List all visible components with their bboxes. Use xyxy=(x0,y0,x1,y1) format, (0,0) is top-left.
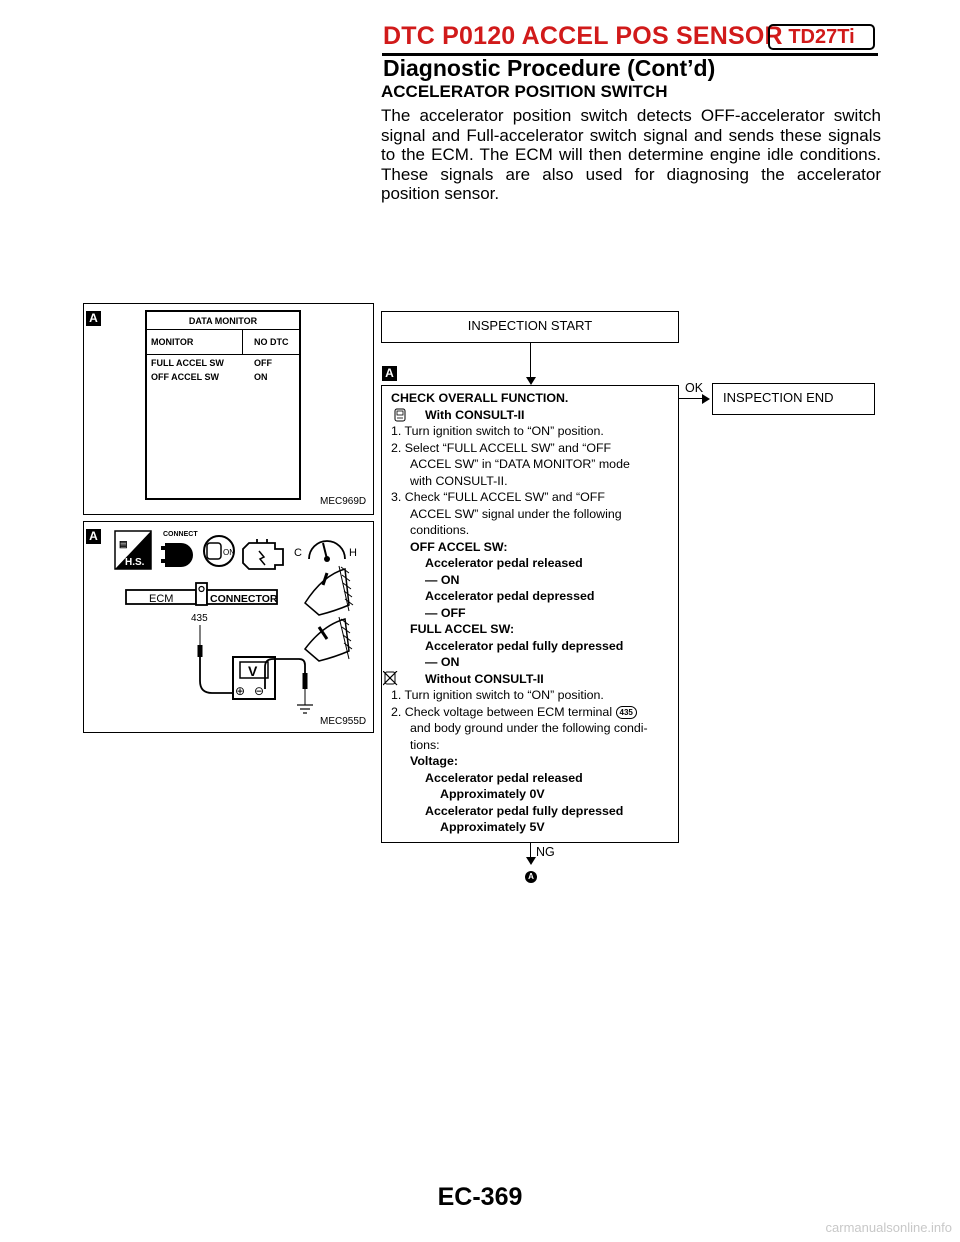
page-subtitle: Diagnostic Procedure (Cont’d) xyxy=(383,55,716,81)
consult-step-3: 3. Check “FULL ACCEL SW” and “OFF xyxy=(391,490,605,504)
condition-value: — OFF xyxy=(425,605,466,620)
full-accel-sw-heading: FULL ACCEL SW: xyxy=(410,622,515,636)
consult-step-1: 1. Turn ignition switch to “ON” position. xyxy=(391,424,604,438)
figure-marker-a: A xyxy=(86,311,101,326)
without-step-2 xyxy=(391,704,676,721)
page-header-title: DTC P0120 ACCEL POS SENSOR xyxy=(383,22,783,50)
model-tag: TD27Ti xyxy=(768,24,875,50)
section-heading: ACCELERATOR POSITION SWITCH xyxy=(381,82,668,101)
step-title: CHECK OVERALL FUNCTION. xyxy=(391,391,569,405)
gauge-h-label: H xyxy=(349,547,357,559)
consult-step-2-cont: with CONSULT-II. xyxy=(410,473,508,488)
col-monitor: MONITOR xyxy=(151,337,194,347)
monitor-row-name: FULL ACCEL SW xyxy=(151,358,224,368)
without-step-2-cont: tions: xyxy=(410,737,440,752)
flow-arrow-down xyxy=(526,857,536,865)
consult-step-3-cont: ACCEL SW” signal under the following xyxy=(410,506,622,521)
voltage-heading: Voltage: xyxy=(410,754,458,768)
engine-icon xyxy=(243,539,283,569)
without-step-1: 1. Turn ignition switch to “ON” position. xyxy=(391,688,604,702)
temp-gauge-icon xyxy=(294,541,357,562)
connect-icon xyxy=(161,531,198,567)
without-step-2-text: 2. Check voltage between ECM terminal xyxy=(391,704,613,719)
inspection-end-label: INSPECTION END xyxy=(723,390,834,405)
consult-step-3-cont: conditions. xyxy=(410,523,470,537)
step-marker-a: A xyxy=(382,366,397,381)
consult-screen xyxy=(145,310,301,500)
voltage-value: Approximately 0V xyxy=(440,787,545,801)
without-step-2-cont: and body ground under the following condi- xyxy=(410,721,648,735)
monitor-row-name: OFF ACCEL SW xyxy=(151,372,219,382)
check-overall-function-text xyxy=(391,390,676,836)
watermark: carmanualsonline.info xyxy=(825,1220,952,1235)
consult-step-2: 2. Select “FULL ACCELL SW” and “OFF xyxy=(391,440,612,455)
flow-arrow-right xyxy=(702,394,710,404)
svg-text:▤: ▤ xyxy=(119,539,128,549)
consult-icon xyxy=(393,408,409,423)
condition-text: Accelerator pedal fully depressed xyxy=(425,803,624,818)
screen-title: DATA MONITOR xyxy=(188,316,258,326)
monitor-row-value: OFF xyxy=(254,358,272,368)
inspection-start-box xyxy=(381,311,679,343)
ecm-label: ECM xyxy=(149,593,174,605)
inspection-start-label: INSPECTION START xyxy=(467,318,593,333)
ok-connector xyxy=(679,398,702,399)
flow-arrow-down xyxy=(526,377,536,385)
ng-connector xyxy=(530,843,531,857)
pedal-released-icon xyxy=(305,566,353,615)
with-consult-heading xyxy=(391,407,676,424)
inspection-end-box xyxy=(712,383,875,415)
figure-code: MEC955D xyxy=(320,716,367,727)
meter-minus: ⊖ xyxy=(254,684,265,698)
page-number: EC-369 xyxy=(437,1183,523,1211)
terminal-number: 435 xyxy=(191,613,208,624)
pedal-depressed-icon xyxy=(305,617,352,661)
meter-plus: ⊕ xyxy=(235,684,246,698)
on-label: ON xyxy=(223,548,235,557)
col-status: NO DTC xyxy=(254,337,289,347)
figure-marker-a: A xyxy=(86,529,101,544)
connector-label: CONNECTOR xyxy=(210,593,278,605)
intro-paragraph: The accelerator position switch detects OFF-accelerator switch signal and Full-accelerator switch signal and sends these signals to the ECM. The ECM will then determine engine idle conditions. These signals are also used for diagnosing the accelerator position sensor. xyxy=(381,106,881,203)
consult-step-2-cont: ACCEL SW” in “DATA MONITOR” mode xyxy=(410,457,630,471)
hs-label: H.S. xyxy=(125,557,145,568)
next-step-label: A xyxy=(528,872,534,881)
figure-code: MEC969D xyxy=(320,496,367,507)
condition-value: — ON xyxy=(425,572,460,587)
ecm-connector xyxy=(126,583,278,624)
terminal-badge: 435 xyxy=(616,706,637,719)
meter-label: V xyxy=(248,663,258,679)
without-consult-heading xyxy=(391,671,676,688)
voltmeter-circuit xyxy=(198,625,314,713)
condition-text: Accelerator pedal depressed xyxy=(425,589,595,603)
with-consult-label: With CONSULT-II xyxy=(425,407,525,422)
no-consult-icon xyxy=(383,671,399,686)
circuit-diagram xyxy=(83,521,374,733)
next-step-reference xyxy=(525,871,537,883)
condition-value: — ON xyxy=(425,655,460,669)
condition-text: Accelerator pedal released xyxy=(425,770,583,785)
condition-text: Accelerator pedal fully depressed xyxy=(425,638,624,653)
gauge-c-label: C xyxy=(294,547,302,559)
flow-connector xyxy=(530,343,531,377)
without-consult-label: Without CONSULT-II xyxy=(425,671,544,686)
ignition-key-icon xyxy=(204,536,235,566)
monitor-row-value: ON xyxy=(254,372,268,382)
off-accel-sw-heading: OFF ACCEL SW: xyxy=(410,539,508,554)
ng-label: NG xyxy=(536,845,555,859)
ok-label: OK xyxy=(685,381,704,395)
connect-label: CONNECT xyxy=(163,531,198,538)
hs-manual-icon xyxy=(115,531,151,569)
condition-text: Accelerator pedal released xyxy=(425,556,583,570)
voltage-value: Approximately 5V xyxy=(440,820,545,834)
